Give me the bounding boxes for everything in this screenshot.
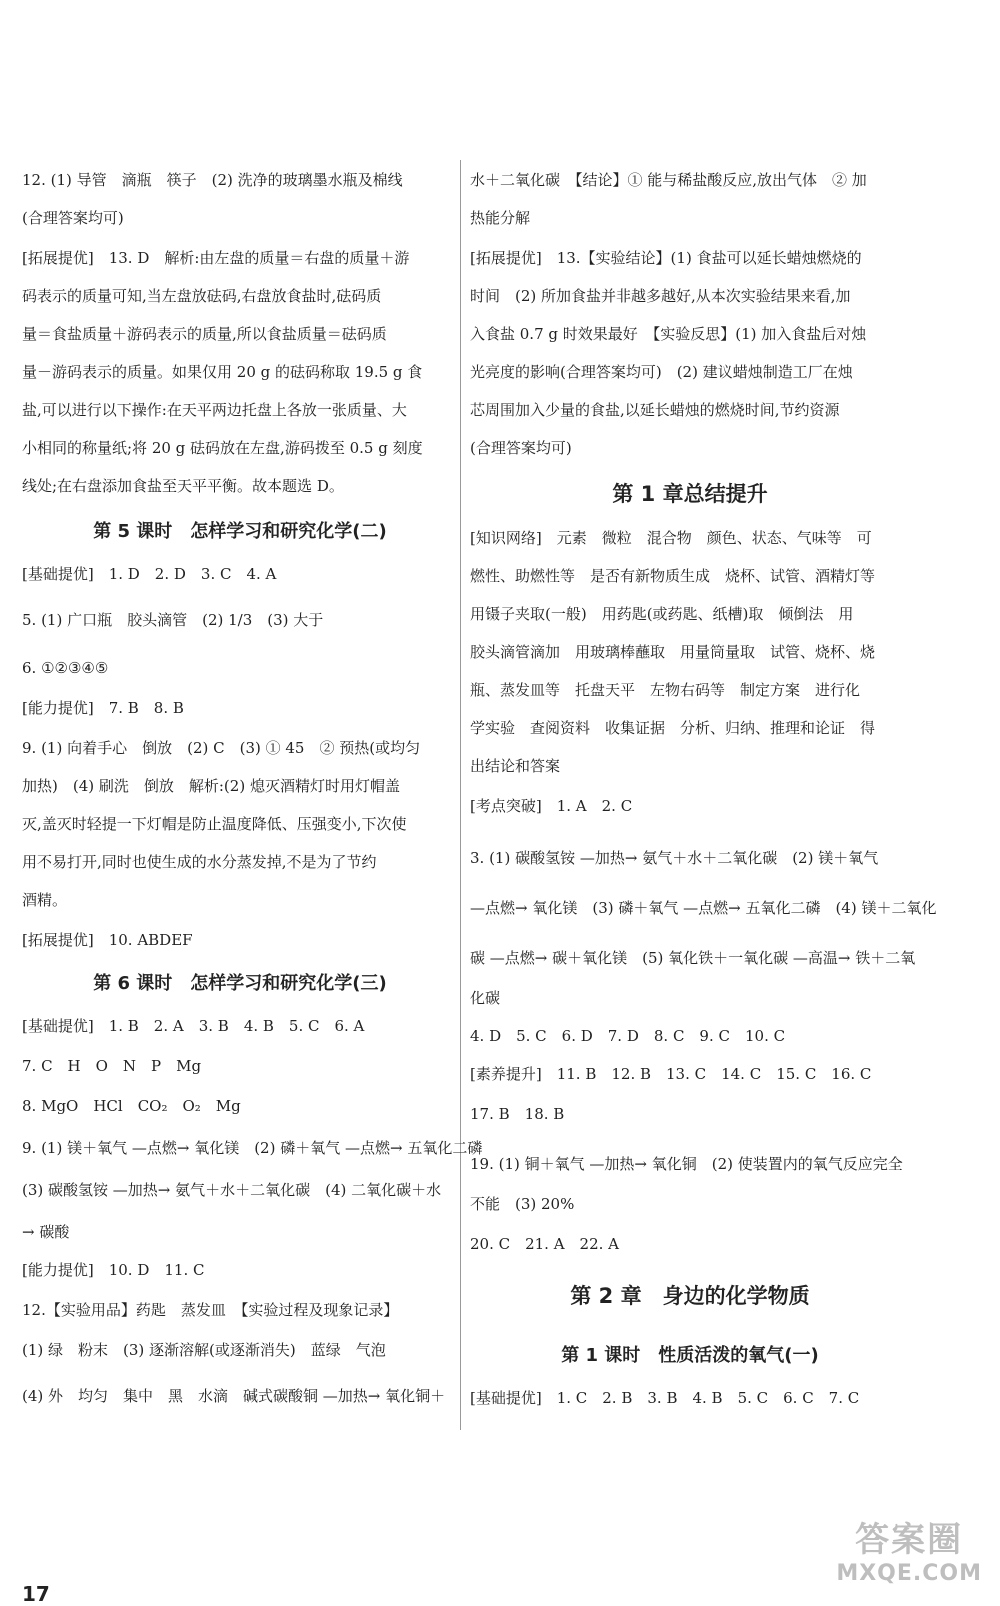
text-line: 小相同的称量纸;将 20 g 砝码放在左盘,游码拨至 0.5 g 刻度 (22, 439, 423, 457)
text-line: 码表示的质量可知,当左盘放砝码,右盘放食盐时,砝码质 (22, 287, 382, 305)
text-line: [能力提优] 7. B 8. B (22, 699, 184, 717)
text-line: 量＝食盐质量＋游码表示的质量,所以食盐质量＝砝码质 (22, 325, 387, 343)
text-line: 12. (1) 导管 滴瓶 筷子 (2) 洗净的玻璃墨水瓶及棉线 (22, 171, 403, 189)
text-line: 20. C 21. A 22. A (470, 1235, 620, 1253)
text-line: 7. C H O N P Mg (22, 1057, 202, 1075)
text-line: 4. D 5. C 6. D 7. D 8. C 9. C 10. C (470, 1027, 786, 1045)
section-heading: 第 6 课时 怎样学习和研究化学(三) (93, 973, 387, 994)
text-line: 碳 —点燃→ 碳＋氧化镁 (5) 氧化铁＋一氧化碳 —高温→ 铁＋二氧 (470, 949, 916, 967)
text-line: 瓶、蒸发皿等 托盘天平 左物右码等 制定方案 进行化 (470, 681, 861, 699)
text-line: [基础提优] 1. D 2. D 3. C 4. A (22, 565, 277, 583)
text-line: 12.【实验用品】药匙 蒸发皿 【实验过程及现象记录】 (22, 1301, 399, 1319)
text-line: 用不易打开,同时也使生成的水分蒸发掉,不是为了节约 (22, 853, 377, 871)
text-line: 用镊子夹取(一般) 用药匙(或药匙、纸槽)取 倾倒法 用 (470, 605, 854, 623)
text-line: (合理答案均可) (22, 209, 124, 227)
section-heading: 第 5 课时 怎样学习和研究化学(二) (93, 521, 387, 542)
text-line: 不能 (3) 20% (470, 1195, 575, 1213)
page-number: 17 (22, 1582, 50, 1606)
section-heading: 第 1 课时 性质活泼的氧气(一) (561, 1345, 819, 1366)
column-divider (460, 160, 461, 1430)
text-line: 量－游码表示的质量。如果仅用 20 g 的砝码称取 19.5 g 食 (22, 363, 423, 381)
text-line: 加热) (4) 刷洗 倒放 解析:(2) 熄灭酒精灯时用灯帽盖 (22, 777, 400, 795)
text-line: 线处;在右盘添加食盐至天平平衡。故本题选 D。 (22, 477, 344, 495)
text-line: 光亮度的影响(合理答案均可) (2) 建议蜡烛制造工厂在烛 (470, 363, 853, 381)
text-line: 9. (1) 镁＋氧气 —点燃→ 氧化镁 (2) 磷＋氧气 —点燃→ 五氧化二磷 (22, 1139, 483, 1157)
text-line: → 碳酸 (22, 1223, 70, 1241)
text-line: [拓展提优] 13.【实验结论】(1) 食盐可以延长蜡烛燃烧的 (470, 249, 862, 267)
text-line: 水＋二氧化碳 【结论】① 能与稀盐酸反应,放出气体 ② 加 (470, 171, 867, 189)
watermark-url: MXQE.COM (836, 1561, 982, 1586)
text-line: 5. (1) 广口瓶 胶头滴管 (2) 1/3 (3) 大于 (22, 611, 324, 629)
watermark-text: 答案圈 (855, 1520, 964, 1560)
text-line: (3) 碳酸氢铵 —加热→ 氨气＋水＋二氧化碳 (4) 二氧化碳＋水 (22, 1181, 442, 1199)
text-line: 酒精。 (22, 891, 68, 909)
text-line: [基础提优] 1. B 2. A 3. B 4. B 5. C 6. A (22, 1017, 365, 1035)
text-line: 学实验 查阅资料 收集证据 分析、归纳、推理和论证 得 (470, 719, 876, 737)
text-line: (4) 外 均匀 集中 黑 水滴 碱式碳酸铜 —加热→ 氧化铜＋ (22, 1387, 446, 1405)
text-line: 时间 (2) 所加食盐并非越多越好,从本次实验结果来看,加 (470, 287, 851, 305)
text-line: 8. MgO HCl CO₂ O₂ Mg (22, 1097, 241, 1115)
text-line: 化碳 (470, 989, 501, 1007)
text-line: 入食盐 0.7 g 时效果最好 【实验反思】(1) 加入食盐后对烛 (470, 325, 867, 343)
text-line: [拓展提优] 10. ABDEF (22, 931, 193, 949)
text-line: [能力提优] 10. D 11. C (22, 1261, 205, 1279)
text-line: 芯周围加入少量的食盐,以延长蜡烛的燃烧时间,节约资源 (470, 401, 840, 419)
text-line: [知识网络] 元素 微粒 混合物 颜色、状态、气味等 可 (470, 529, 872, 547)
text-line: (1) 绿 粉末 (3) 逐渐溶解(或逐渐消失) 蓝绿 气泡 (22, 1341, 386, 1359)
text-line: 19. (1) 铜＋氧气 —加热→ 氧化铜 (2) 使装置内的氧气反应完全 (470, 1155, 903, 1173)
chapter-heading: 第 2 章 身边的化学物质 (570, 1284, 810, 1308)
text-line: 3. (1) 碳酸氢铵 —加热→ 氨气＋水＋二氧化碳 (2) 镁＋氧气 (470, 849, 879, 867)
section-heading: 第 1 章总结提升 (612, 482, 768, 506)
text-line: [素养提升] 11. B 12. B 13. C 14. C 15. C 16. C (470, 1065, 872, 1083)
text-line: 盐,可以进行以下操作:在天平两边托盘上各放一张质量、大 (22, 401, 407, 419)
text-line: 9. (1) 向着手心 倒放 (2) C (3) ① 45 ② 预热(或均匀 (22, 739, 421, 757)
text-line: 胶头滴管滴加 用玻璃棒蘸取 用量筒量取 试管、烧杯、烧 (470, 643, 876, 661)
text-line: —点燃→ 氧化镁 (3) 磷＋氧气 —点燃→ 五氧化二磷 (4) 镁＋二氧化 (470, 899, 937, 917)
text-line: 燃性、助燃性等 是否有新物质生成 烧杯、试管、酒精灯等 (470, 567, 876, 585)
text-line: 6. ①②③④⑤ (22, 659, 109, 677)
text-line: 出结论和答案 (470, 757, 561, 775)
text-line: [基础提优] 1. C 2. B 3. B 4. B 5. C 6. C 7. C (470, 1389, 860, 1407)
text-line: [考点突破] 1. A 2. C (470, 797, 633, 815)
watermark-logo (836, 1512, 982, 1586)
text-line: (合理答案均可) (470, 439, 572, 457)
text-line: 17. B 18. B (470, 1105, 565, 1123)
text-line: 灭,盖灭时轻提一下灯帽是防止温度降低、压强变小,下次使 (22, 815, 407, 833)
text-line: 热能分解 (470, 209, 531, 227)
text-line: [拓展提优] 13. D 解析:由左盘的质量＝右盘的质量＋游 (22, 249, 410, 267)
